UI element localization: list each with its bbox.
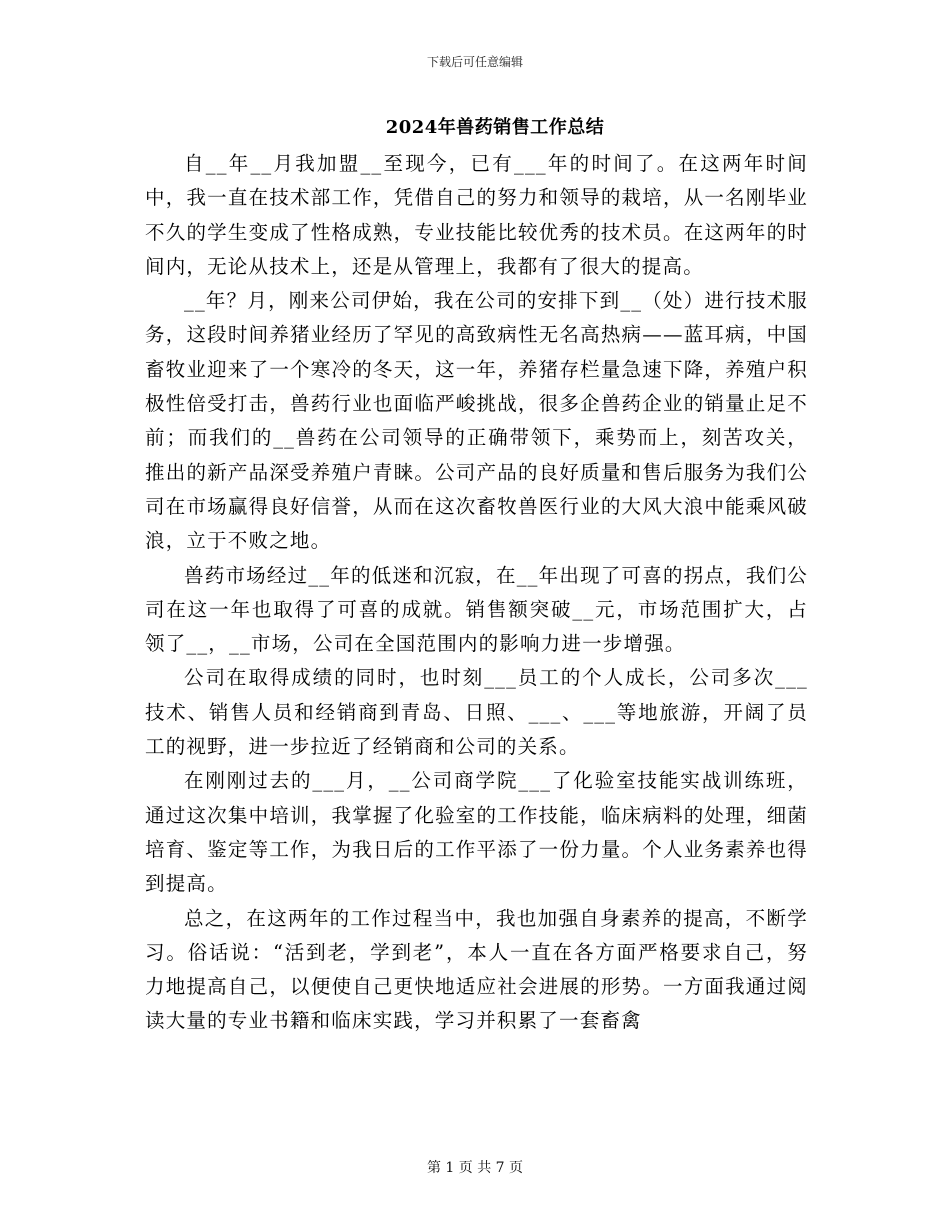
page-number: 第 1 页 共 7 页 [426,1160,524,1176]
paragraph-4: 公司在取得成绩的同时，也时刻___员工的个人成长，公司多次___技术、销售人员和经销商到青岛、日照、___、___等地旅游，开阔了员工的视野，进一步拉近了经销商和公司的关系。 [145,666,808,759]
header-note: 下载后可任意编辑 [426,55,523,69]
paragraph-3: 兽药市场经过__年的低迷和沉寂，在__年出现了可喜的拐点，我们公司在这一年也取得了可喜的成就。销售额突破__元，市场范围扩大，占领了__，__市场，公司在全国范围内的影响力进一步增强。 [145,563,808,656]
paragraph-1: 自__年__月我加盟__至现今，已有___年的时间了。在这两年时间中，我一直在技术部工作，凭借自己的努力和领导的栽培，从一名刚毕业不久的学生变成了性格成熟，专业技能比较优秀的技术员。在这两年的时间内，无论从技术上，还是从管理上，我都有了很大的提高。 [145,152,808,278]
paragraph-6: 总之，在这两年的工作过程当中，我也加强自身素养的提高，不断学习。俗话说：“活到老，学到老”，本人一直在各方面严格要求自己，努力地提高自己，以便使自己更快地适应社会进展的形势。一方面我通过阅读大量的专业书籍和临床实践，学习并积累了一套畜禽 [145,906,808,1033]
paragraph-2: __年？月，刚来公司伊始，我在公司的安排下到__（处）进行技术服务，这段时间养猪业经历了罕见的高致病性无名高热病——蓝耳病，中国畜牧业迎来了一个寒冷的冬天，这一年，养猪存栏量急速下降，养殖户积极性倍受打击，兽药行业也面临严峻挑战，很多企兽药企业的销量止足不前；而我们的__兽药在公司领导的正确带领下，乘势而上，刻苦攻关，推出的新产品深受养殖户青睐。公司产品的良好质量和售后服务为我们公司在市场赢得良好信誉，从而在这次畜牧兽医行业的大风大浪中能乘风破浪，立于不败之地。 [145,289,808,553]
document-title: 2024年兽药销售工作总结 [385,117,605,138]
document-body [145,147,808,1039]
paragraph-5: 在刚刚过去的___月，__公司商学院___了化验室技能实战训练班，通过这次集中培训，我掌握了化验室的工作技能，临床病料的处理，细菌培育、鉴定等工作，为我日后的工作平添了一份力量。个人业务素养也得到提高。 [145,769,808,896]
